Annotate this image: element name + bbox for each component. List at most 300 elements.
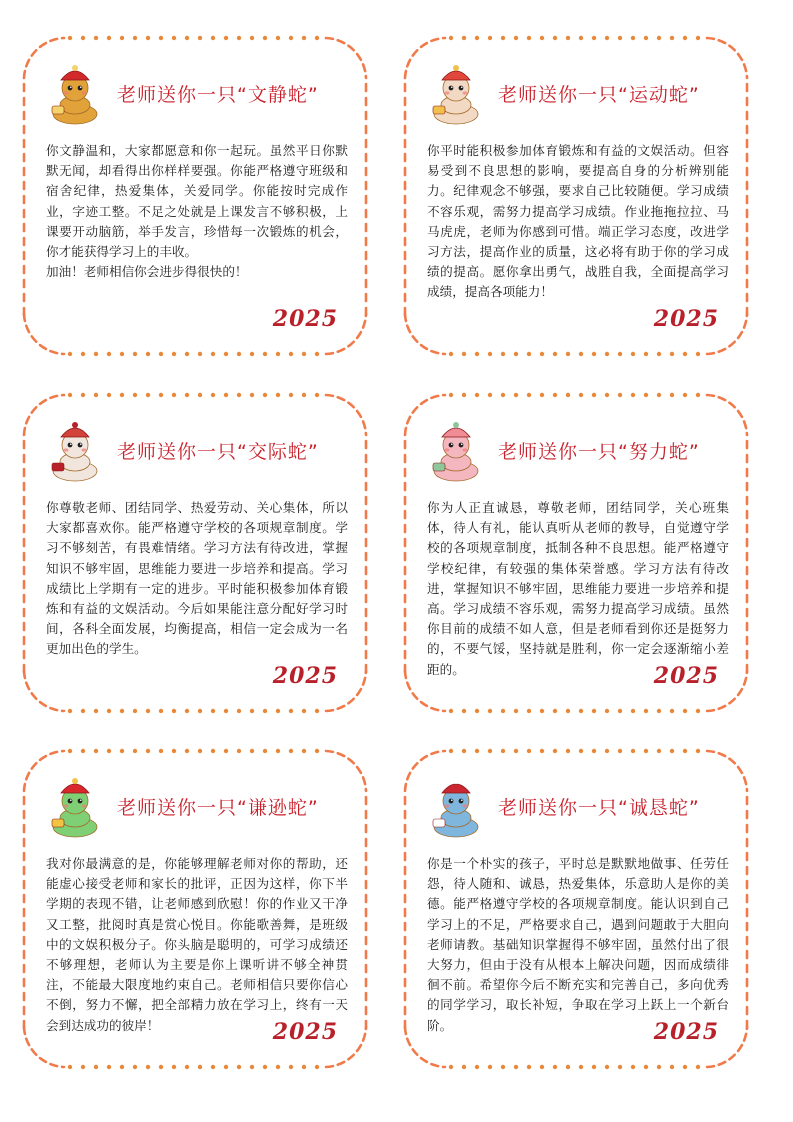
- frame-dot: [263, 352, 267, 356]
- frame-dot: [289, 393, 293, 397]
- frame-dot: [553, 352, 557, 356]
- frame-dot: [224, 393, 228, 397]
- frame-dot: [670, 709, 674, 713]
- comment-card: [403, 749, 749, 1069]
- frame-dot: [276, 709, 280, 713]
- mascot-eye-glint: [451, 799, 453, 801]
- frame-dot: [475, 1065, 479, 1069]
- frame-dot: [592, 1065, 596, 1069]
- frame-dot: [302, 709, 306, 713]
- frame-dot: [211, 36, 215, 40]
- frame-dot: [224, 36, 228, 40]
- frame-dot: [289, 749, 293, 753]
- frame-dot: [566, 749, 570, 753]
- frame-dot: [631, 393, 635, 397]
- frame-dot: [449, 36, 453, 40]
- frame-dot: [527, 36, 531, 40]
- frame-dot: [237, 749, 241, 753]
- card-paragraph-extra: 加油！老师相信你会进步得很快的！: [46, 264, 248, 280]
- frame-dot: [198, 352, 202, 356]
- frame-dot: [81, 749, 85, 753]
- frame-dot: [172, 1065, 176, 1069]
- frame-dot: [211, 1065, 215, 1069]
- frame-dot: [566, 709, 570, 713]
- frame-dot: [107, 352, 111, 356]
- frame-dot: [198, 36, 202, 40]
- frame-dot: [514, 393, 518, 397]
- frame-dot: [315, 393, 319, 397]
- snake-red-hat-icon: [44, 58, 106, 128]
- frame-dot: [68, 1065, 72, 1069]
- frame-corner: [707, 395, 747, 435]
- snake-blue-red-hat-icon: [425, 771, 487, 841]
- frame-dot: [592, 36, 596, 40]
- comment-card: [22, 393, 368, 713]
- frame-dot: [501, 749, 505, 753]
- card-body: [427, 141, 729, 303]
- frame-dot: [553, 749, 557, 753]
- mascot-eye-glint: [80, 799, 82, 801]
- frame-dot: [540, 352, 544, 356]
- card-title: 老师送你一只“努力蛇”: [498, 441, 700, 463]
- card-paragraph: 我对你最满意的是，你能够理解老师对你的帮助，还能虚心接受老师和家长的批评，正因为这样，你下半学期的表现不错，让老师感到欣慰！你的作业又干净又工整，批阅时真是赏心悦目。你能歌善舞，是班级中的文娱积极分子。你头脑是聪明的，可学习成绩还不够理想，老师认为主要是你上课听讲不够全神贯注，不能最大限度地约束自己。老师相信只要你信心不倒，努力不懈，把全部精力放在学习上，终有一天会到达成功的彼岸！: [46, 856, 348, 1033]
- frame-dot: [514, 36, 518, 40]
- frame-dot: [146, 709, 150, 713]
- frame-dot: [566, 352, 570, 356]
- mascot-cheek: [462, 448, 467, 451]
- frame-dot: [211, 709, 215, 713]
- frame-dot: [553, 36, 557, 40]
- frame-dot: [133, 749, 137, 753]
- frame-dot: [527, 1065, 531, 1069]
- frame-dot: [94, 1065, 98, 1069]
- frame-dot: [644, 749, 648, 753]
- mascot-eye-glint: [461, 799, 463, 801]
- frame-dot: [94, 352, 98, 356]
- frame-dot: [527, 352, 531, 356]
- frame-dot: [605, 749, 609, 753]
- mascot-eye: [459, 799, 464, 804]
- mascot-eye: [449, 443, 454, 448]
- frame-dot: [159, 393, 163, 397]
- card-year: 2025: [653, 663, 719, 689]
- mascot-eye: [449, 86, 454, 91]
- frame-dot: [237, 709, 241, 713]
- frame-dot: [263, 709, 267, 713]
- mascot-accessory: [52, 106, 64, 114]
- card-body: [46, 141, 348, 282]
- frame-dot: [172, 393, 176, 397]
- frame-dot: [120, 36, 124, 40]
- mascot-eye-glint: [80, 86, 82, 88]
- frame-dot: [670, 1065, 674, 1069]
- frame-dot: [514, 749, 518, 753]
- frame-corner: [326, 751, 366, 791]
- mascot-hat: [61, 71, 89, 80]
- frame-dot: [514, 352, 518, 356]
- frame-dot: [237, 36, 241, 40]
- mascot-accessory: [433, 463, 445, 471]
- mascot-cheek: [462, 804, 467, 807]
- frame-dot: [696, 36, 700, 40]
- frame-dot: [475, 749, 479, 753]
- mascot-eye-glint: [451, 443, 453, 445]
- mascot-hat-ornament: [72, 778, 78, 784]
- frame-dot: [146, 352, 150, 356]
- mascot-eye: [78, 86, 83, 91]
- frame-dot: [670, 36, 674, 40]
- frame-dot: [553, 1065, 557, 1069]
- mascot-hat: [442, 784, 470, 793]
- frame-corner: [405, 314, 445, 354]
- frame-dot: [185, 393, 189, 397]
- frame-dot: [263, 1065, 267, 1069]
- frame-dot: [185, 1065, 189, 1069]
- frame-dot: [198, 1065, 202, 1069]
- frame-dot: [120, 393, 124, 397]
- frame-dot: [514, 1065, 518, 1069]
- frame-dot: [462, 352, 466, 356]
- frame-dot: [107, 1065, 111, 1069]
- frame-dot: [488, 749, 492, 753]
- frame-dot: [250, 749, 254, 753]
- mascot-accessory: [433, 106, 445, 114]
- frame-dot: [224, 749, 228, 753]
- frame-dot: [657, 393, 661, 397]
- frame-dot: [644, 352, 648, 356]
- frame-dot: [579, 36, 583, 40]
- frame-dot: [501, 36, 505, 40]
- mascot-cheek: [444, 91, 449, 94]
- frame-dot: [501, 709, 505, 713]
- frame-dot: [224, 352, 228, 356]
- frame-dot: [133, 36, 137, 40]
- frame-dot: [657, 1065, 661, 1069]
- card-title: 老师送你一只“交际蛇”: [117, 441, 319, 463]
- frame-dot: [670, 749, 674, 753]
- comment-card: [22, 36, 368, 356]
- frame-dot: [237, 352, 241, 356]
- snake-green-red-hat-icon: [44, 771, 106, 841]
- frame-dot: [185, 352, 189, 356]
- mascot-eye: [68, 443, 73, 448]
- frame-dot: [449, 352, 453, 356]
- frame-dot: [449, 749, 453, 753]
- frame-dot: [501, 352, 505, 356]
- frame-dot: [224, 1065, 228, 1069]
- frame-dot: [540, 1065, 544, 1069]
- comment-card: [403, 36, 749, 356]
- frame-dot: [605, 709, 609, 713]
- frame-dot: [657, 352, 661, 356]
- card-year: 2025: [653, 306, 719, 332]
- mascot-cheek: [63, 804, 68, 807]
- card-year: 2025: [272, 1019, 338, 1045]
- mascot-hat-ornament: [72, 422, 78, 428]
- mascot-cheek: [444, 804, 449, 807]
- frame-dot: [644, 393, 648, 397]
- frame-dot: [475, 352, 479, 356]
- frame-dot: [146, 393, 150, 397]
- frame-dot: [618, 749, 622, 753]
- frame-dot: [315, 1065, 319, 1069]
- frame-dot: [185, 36, 189, 40]
- frame-dot: [81, 709, 85, 713]
- frame-dot: [315, 36, 319, 40]
- frame-dot: [250, 1065, 254, 1069]
- frame-dot: [631, 1065, 635, 1069]
- frame-dot: [488, 393, 492, 397]
- frame-dot: [592, 352, 596, 356]
- frame-dot: [198, 393, 202, 397]
- frame-dot: [81, 36, 85, 40]
- frame-dot: [644, 709, 648, 713]
- mascot-cheek: [444, 448, 449, 451]
- frame-dot: [94, 393, 98, 397]
- frame-dot: [68, 749, 72, 753]
- frame-dot: [276, 352, 280, 356]
- frame-dot: [475, 709, 479, 713]
- frame-dot: [198, 749, 202, 753]
- frame-dot: [449, 1065, 453, 1069]
- frame-corner: [707, 38, 747, 78]
- card-paragraph: 你是一个朴实的孩子，平时总是默默地做事、任劳任怨，待人随和、诚恳，热爱集体，乐意助人是你的美德。能严格遵守学校的各项规章制度。能认识到自己学习上的不足，严格要求自己，遇到问题敢于大胆向老师请教。基础知识掌握得不够牢固，虽然付出了很大努力，但由于没有从根本上解决问题，因而成绩徘徊不前。希望你今后不断充实和完善自己，多向优秀的同学学习，取长补短，争取在学习上跃上一个新台阶。: [427, 856, 729, 1033]
- frame-dot: [657, 36, 661, 40]
- frame-dot: [592, 709, 596, 713]
- card-body: [46, 854, 348, 1036]
- mascot-cheek: [81, 448, 86, 451]
- frame-dot: [462, 393, 466, 397]
- mascot-eye-glint: [461, 86, 463, 88]
- mascot-cheek: [63, 91, 68, 94]
- frame-dot: [501, 1065, 505, 1069]
- mascot-hat: [442, 71, 470, 80]
- card-title: 老师送你一只“谦逊蛇”: [117, 797, 319, 819]
- frame-dot: [670, 352, 674, 356]
- frame-dot: [696, 709, 700, 713]
- frame-dot: [289, 36, 293, 40]
- frame-dot: [237, 393, 241, 397]
- frame-dot: [159, 352, 163, 356]
- frame-dot: [81, 1065, 85, 1069]
- frame-dot: [185, 709, 189, 713]
- card-title: 老师送你一只“运动蛇”: [498, 84, 700, 106]
- mascot-accessory: [52, 819, 64, 827]
- frame-dot: [449, 393, 453, 397]
- frame-dot: [172, 709, 176, 713]
- frame-dot: [449, 709, 453, 713]
- card-paragraph: 你尊敬老师、团结同学、热爱劳动、关心集体，所以大家都喜欢你。能严格遵守学校的各项规章制度。学习不够刻苦，有畏难情绪。学习方法有待改进，掌握知识不够牢固，思维能力要进一步培养和提高。学习成绩比上学期有一定的进步。平时能积极参加体育锻炼和有益的文娱活动。今后如果能注意分配好学习时间，各科全面发展，均衡提高，相信一定会成为一名更加出色的学生。: [46, 500, 348, 657]
- frame-dot: [592, 749, 596, 753]
- mascot-hat: [61, 784, 89, 793]
- frame-dot: [644, 36, 648, 40]
- frame-dot: [94, 709, 98, 713]
- frame-dot: [94, 749, 98, 753]
- mascot-eye: [68, 86, 73, 91]
- frame-dot: [172, 352, 176, 356]
- frame-dot: [540, 709, 544, 713]
- frame-dot: [618, 709, 622, 713]
- frame-dot: [289, 709, 293, 713]
- frame-dot: [289, 1065, 293, 1069]
- frame-dot: [579, 709, 583, 713]
- frame-dot: [696, 393, 700, 397]
- mascot-hat-ornament: [453, 65, 459, 71]
- frame-dot: [81, 393, 85, 397]
- mascot-eye-glint: [70, 799, 72, 801]
- frame-dot: [488, 709, 492, 713]
- frame-dot: [696, 749, 700, 753]
- mascot-accessory: [52, 463, 64, 471]
- frame-dot: [605, 36, 609, 40]
- frame-dot: [566, 36, 570, 40]
- mascot-hat-ornament: [453, 422, 459, 428]
- card-year: 2025: [272, 663, 338, 689]
- frame-dot: [250, 36, 254, 40]
- frame-dot: [553, 709, 557, 713]
- frame-dot: [94, 36, 98, 40]
- card-year: 2025: [653, 1019, 719, 1045]
- frame-dot: [566, 1065, 570, 1069]
- frame-dot: [683, 1065, 687, 1069]
- frame-dot: [631, 352, 635, 356]
- frame-dot: [276, 393, 280, 397]
- frame-dot: [198, 709, 202, 713]
- card-body: [427, 854, 729, 1036]
- frame-dot: [462, 749, 466, 753]
- frame-dot: [670, 393, 674, 397]
- frame-dot: [68, 352, 72, 356]
- frame-dot: [146, 36, 150, 40]
- frame-dot: [540, 749, 544, 753]
- mascot-cheek: [81, 91, 86, 94]
- frame-dot: [302, 393, 306, 397]
- frame-dot: [315, 709, 319, 713]
- frame-dot: [605, 352, 609, 356]
- frame-dot: [302, 1065, 306, 1069]
- mascot-cheek: [63, 448, 68, 451]
- frame-dot: [631, 709, 635, 713]
- frame-dot: [657, 709, 661, 713]
- comment-card: [403, 393, 749, 713]
- frame-dot: [683, 352, 687, 356]
- frame-dot: [302, 749, 306, 753]
- frame-dot: [514, 709, 518, 713]
- frame-dot: [81, 352, 85, 356]
- frame-dot: [263, 393, 267, 397]
- frame-dot: [263, 749, 267, 753]
- frame-corner: [24, 314, 64, 354]
- frame-dot: [696, 1065, 700, 1069]
- frame-dot: [68, 709, 72, 713]
- frame-dot: [289, 352, 293, 356]
- frame-dot: [120, 709, 124, 713]
- frame-dot: [462, 709, 466, 713]
- frame-dot: [68, 36, 72, 40]
- frame-dot: [618, 36, 622, 40]
- frame-dot: [540, 393, 544, 397]
- comment-card: [22, 749, 368, 1069]
- frame-dot: [120, 352, 124, 356]
- mascot-eye: [459, 86, 464, 91]
- mascot-cheek: [462, 91, 467, 94]
- frame-dot: [488, 36, 492, 40]
- frame-dot: [315, 749, 319, 753]
- card-paragraph: 你为人正直诚恳，尊敬老师，团结同学，关心班集体，待人有礼，能认真听从老师的教导，自觉遵守学校的各项规章制度，抵制各种不良思想。能严格遵守学校纪律，有较强的集体荣誉感。学习方法有待改进，掌握知识不够牢固，思维能力要进一步培养和提高。学习成绩不容乐观，需努力提高学习成绩。虽然你目前的成绩不如人意，但是老师看到你还是挺努力的，不要气馁，坚持就是胜利，你一定会逐渐缩小差距的。: [427, 500, 729, 677]
- frame-dot: [540, 36, 544, 40]
- frame-dot: [579, 352, 583, 356]
- frame-dot: [618, 1065, 622, 1069]
- mascot-hat-ornament: [72, 65, 78, 71]
- card-body: [427, 498, 729, 680]
- frame-dot: [488, 352, 492, 356]
- card-paragraph: 你平时能积极参加体育锻炼和有益的文娱活动。但容易受到不良思想的影响，要提高自身的分析辨别能力。纪律观念不够强，要求自己比较随便。学习成绩不容乐观，需努力提高学习成绩。作业拖拖拉拉、马马虎虎，老师为你感到可惜。端正学习态度，改进学习方法，提高作业的质量，这必将有助于你的学习成绩的提高。愿你拿出勇气，战胜自我，全面提高学习成绩，提高各项能力！: [427, 143, 729, 300]
- frame-dot: [68, 393, 72, 397]
- frame-dot: [120, 1065, 124, 1069]
- frame-dot: [696, 352, 700, 356]
- frame-dot: [566, 393, 570, 397]
- frame-corner: [707, 751, 747, 791]
- frame-dot: [224, 709, 228, 713]
- mascot-eye: [449, 799, 454, 804]
- frame-corner: [326, 38, 366, 78]
- frame-dot: [276, 36, 280, 40]
- frame-dot: [579, 1065, 583, 1069]
- card-body: [46, 498, 348, 660]
- frame-dot: [120, 749, 124, 753]
- frame-dot: [133, 352, 137, 356]
- frame-dot: [579, 393, 583, 397]
- frame-dot: [107, 36, 111, 40]
- card-title: 老师送你一只“文静蛇”: [117, 84, 319, 106]
- frame-dot: [146, 749, 150, 753]
- frame-dot: [644, 1065, 648, 1069]
- frame-dot: [133, 1065, 137, 1069]
- frame-dot: [107, 749, 111, 753]
- snake-gold-ingot-icon: [425, 58, 487, 128]
- card-year: 2025: [272, 306, 338, 332]
- frame-dot: [488, 1065, 492, 1069]
- frame-dot: [592, 393, 596, 397]
- mascot-hat: [61, 428, 89, 437]
- frame-dot: [211, 352, 215, 356]
- frame-dot: [185, 749, 189, 753]
- frame-dot: [631, 749, 635, 753]
- mascot-eye: [78, 443, 83, 448]
- mascot-eye: [78, 799, 83, 804]
- frame-dot: [211, 749, 215, 753]
- frame-dot: [618, 352, 622, 356]
- frame-dot: [527, 393, 531, 397]
- mascot-eye-glint: [461, 443, 463, 445]
- frame-dot: [527, 749, 531, 753]
- frame-dot: [237, 1065, 241, 1069]
- frame-corner: [24, 671, 64, 711]
- mascot-hat-ornament: [453, 778, 459, 784]
- frame-dot: [172, 36, 176, 40]
- frame-dot: [159, 1065, 163, 1069]
- frame-dot: [302, 36, 306, 40]
- frame-dot: [475, 393, 479, 397]
- frame-dot: [276, 1065, 280, 1069]
- frame-dot: [302, 352, 306, 356]
- frame-dot: [276, 749, 280, 753]
- mascot-eye-glint: [70, 86, 72, 88]
- mascot-eye: [459, 443, 464, 448]
- frame-dot: [475, 36, 479, 40]
- mascot-eye-glint: [70, 443, 72, 445]
- frame-dot: [250, 709, 254, 713]
